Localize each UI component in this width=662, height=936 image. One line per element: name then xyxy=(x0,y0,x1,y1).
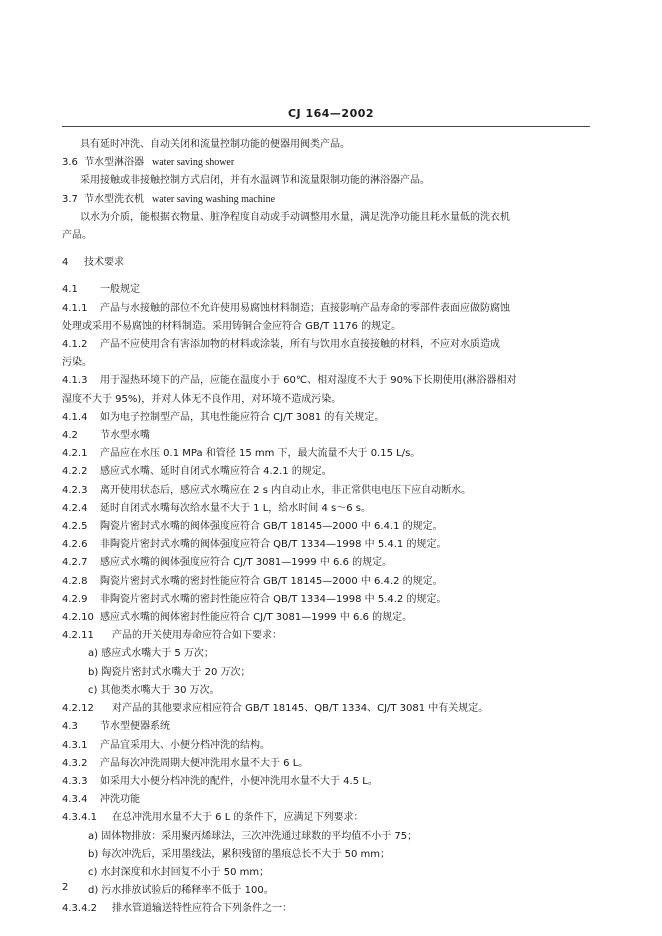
clause-text: 产品宜采用大、小便分档冲洗的结构。 xyxy=(100,739,270,751)
text-line xyxy=(62,846,594,864)
clause-text: 感应式水嘴的阀体密封性能应符合 CJ/T 3081—1999 中 6.6 的规定。 xyxy=(100,612,413,624)
clause-text: 陶瓷片密封式水嘴的阀体强度应符合 GB/T 18145—2000 中 6.4.1 的规定。 xyxy=(100,521,443,533)
clause-text: 节水型便器系统 xyxy=(100,721,170,733)
clause-number: 4.1.4 xyxy=(62,411,88,423)
clause-text: 一般规定 xyxy=(100,284,140,296)
clause-number: 4.3.1 xyxy=(62,739,88,751)
text-line xyxy=(62,554,594,572)
clause-number: 4.2.9 xyxy=(62,593,88,605)
clause-number: 4.2 xyxy=(62,430,78,442)
clause-text: 离开使用状态后，感应式水嘴应在 2 s 内自动止水，非正常供电电压下应自动断水。 xyxy=(100,484,472,496)
clause-text: 陶瓷片密封式水嘴的密封性能应符合 GB/T 18145—2000 中 6.4.2 的规定。 xyxy=(100,575,443,587)
clause-text: 产品。 xyxy=(62,230,92,242)
text-line xyxy=(62,172,594,190)
clause-number: 4.2.11 xyxy=(62,630,94,642)
clause-number: 4.3.4 xyxy=(62,794,88,806)
text-line xyxy=(62,682,594,700)
clause-text: 处理或采用不易腐蚀的材料制造。采用铸铜合金应符合 GB/T 1176 的规定。 xyxy=(62,320,402,332)
clause-number: 4 xyxy=(62,257,69,269)
clause-text: 污染。 xyxy=(62,357,92,369)
clause-number: 4.3.3 xyxy=(62,775,88,787)
text-line xyxy=(62,318,594,336)
clause-text: 节水型水嘴 xyxy=(100,430,150,442)
text-line xyxy=(62,755,594,773)
clause-text: 湿度不大于 95%)，并对人体无不良作用，对环境不造成污染。 xyxy=(62,393,342,405)
clause-text: d) 污水排放试验后的稀释率不低于 100。 xyxy=(88,885,274,897)
text-line xyxy=(62,645,594,663)
text-line xyxy=(62,391,594,409)
text-line xyxy=(62,718,594,736)
text-line xyxy=(62,900,594,918)
text-line xyxy=(62,627,594,645)
clause-number: 4.1.2 xyxy=(62,339,88,351)
paragraph-spacer xyxy=(62,245,594,254)
clause-number: 4.2.3 xyxy=(62,484,88,496)
clause-number: 4.2.7 xyxy=(62,557,88,569)
text-line xyxy=(62,354,594,372)
text-line xyxy=(62,227,594,245)
clause-text: b) 每次冲洗后，采用墨线法，累积残留的墨痕总长不大于 50 mm； xyxy=(88,848,390,860)
text-line xyxy=(62,281,594,299)
clause-text: 在总冲洗用水量不大于 6 L 的条件下，应满足下列要求： xyxy=(112,812,364,824)
clause-number: 4.2.10 xyxy=(62,612,94,624)
clause-number: 4.2.6 xyxy=(62,539,88,551)
clause-text: 产品每次冲洗周期大便冲洗用水量不大于 6 L。 xyxy=(100,757,309,769)
text-line xyxy=(62,828,594,846)
text-line xyxy=(62,536,594,554)
text-line xyxy=(62,482,594,500)
clause-number: 4.2.2 xyxy=(62,466,88,478)
text-line xyxy=(62,664,594,682)
text-line xyxy=(62,591,594,609)
clause-text: 延时自闭式水嘴每次给水量不大于 1 L，给水时间 4 s～6 s。 xyxy=(100,502,371,514)
clause-text: 产品的开关使用寿命应符合如下要求： xyxy=(112,630,282,642)
english-term: water saving washing machine xyxy=(152,193,276,205)
text-line xyxy=(62,336,594,354)
text-line xyxy=(62,518,594,536)
text-line xyxy=(62,791,594,809)
text-line xyxy=(62,463,594,481)
paragraph-spacer xyxy=(62,272,594,281)
text-line xyxy=(62,573,594,591)
text-line xyxy=(62,500,594,518)
clause-text: 用于湿热环境下的产品，应能在温度小于 60℃、相对湿度不大于 90%下长期使用(淋浴器相对 xyxy=(100,375,517,387)
english-term: water saving shower xyxy=(152,157,235,169)
text-line xyxy=(62,191,594,209)
clause-number: 4.3.4.2 xyxy=(62,903,97,915)
text-line xyxy=(62,773,594,791)
text-line xyxy=(62,700,594,718)
clause-text: 对产品的其他要求应相应符合 GB/T 18145、QB/T 1334、CJ/T 3081 中有关规定。 xyxy=(112,703,489,715)
clause-text: 非陶瓷片密封式水嘴的密封性能应符合 QB/T 1334—1998 中 5.4.2 的规定。 xyxy=(100,593,447,605)
text-line xyxy=(62,864,594,882)
text-line xyxy=(62,372,594,390)
clause-number: 4.2.12 xyxy=(62,703,94,715)
clause-text: b) 陶瓷片密封式水嘴大于 20 万次； xyxy=(88,666,251,678)
clause-text: 感应式水嘴、延时自闭式水嘴应符合 4.2.1 的规定。 xyxy=(100,466,332,478)
clause-number: 4.1.3 xyxy=(62,375,88,387)
text-line xyxy=(62,609,594,627)
clause-text: 采用接触或非接触控制方式启闭，并有水温调节和流量限制功能的淋浴器产品。 xyxy=(80,175,430,187)
text-line xyxy=(62,427,594,445)
page-header: CJ 164—2002 xyxy=(287,107,375,120)
header-rule xyxy=(62,126,590,127)
clause-number: 4.1 xyxy=(62,284,78,296)
text-line xyxy=(62,809,594,827)
text-line xyxy=(62,409,594,427)
clause-text: 如采用大小便分档冲洗的配件，小便冲洗用水量不大于 4.5 L。 xyxy=(100,775,378,787)
clause-number: 4.1.1 xyxy=(62,302,88,314)
clause-text: 技术要求 xyxy=(84,257,124,269)
text-line xyxy=(62,136,594,154)
clause-text: c) 其他类水嘴大于 30 万次。 xyxy=(88,684,220,696)
clause-text: 如为电子控制型产品，其电性能应符合 CJ/T 3081 的有关规定。 xyxy=(100,411,385,423)
document-body xyxy=(62,136,594,919)
clause-text: 产品不应使用含有害添加物的材料或涂装，所有与饮用水直接接触的材料，不应对水质造成 xyxy=(100,339,500,351)
clause-text: 以水为介质，能根据衣物量、脏净程度自动或手动调整用水量，满足洗净功能且耗水量低的洗衣机 xyxy=(80,211,510,223)
clause-text: a) 固体物排放：采用聚丙烯球法，三次冲洗通过球数的平均值不小于 75； xyxy=(88,830,418,842)
clause-number: 3.7 xyxy=(62,193,78,205)
clause-text: 产品与水接触的部位不允许使用易腐蚀材料制造；直接影响产品寿命的零部件表面应做防腐蚀 xyxy=(100,302,510,314)
clause-text: 感应式水嘴的阀体强度应符合 CJ/T 3081—1999 中 6.6 的规定。 xyxy=(100,557,393,569)
text-line xyxy=(62,209,594,227)
clause-text: 节水型洗衣机 xyxy=(84,193,144,205)
clause-number: 4.3.4.1 xyxy=(62,812,97,824)
clause-text: 非陶瓷片密封式水嘴的阀体强度应符合 QB/T 1334—1998 中 5.4.1 的规定。 xyxy=(100,539,447,551)
clause-number: 4.2.1 xyxy=(62,448,88,460)
clause-text: a) 感应式水嘴大于 5 万次； xyxy=(88,648,214,660)
clause-text: 具有延时冲洗、自动关闭和流量控制功能的便器用阀类产品。 xyxy=(80,139,350,150)
clause-text: c) 水封深度和水封回复不小于 50 mm； xyxy=(88,866,270,878)
clause-number: 4.2.8 xyxy=(62,575,88,587)
text-line xyxy=(62,254,594,272)
clause-number: 4.2.4 xyxy=(62,502,88,514)
text-line xyxy=(62,882,594,900)
clause-number: 4.2.5 xyxy=(62,521,88,533)
clause-number: 3.6 xyxy=(62,157,78,169)
text-line xyxy=(62,300,594,318)
text-line xyxy=(62,154,594,172)
text-line xyxy=(62,445,594,463)
page-number: 2 xyxy=(62,882,69,893)
clause-text: 产品应在水压 0.1 MPa 和管径 15 mm 下，最大流量不大于 0.15 L/s。 xyxy=(100,448,421,460)
text-line xyxy=(62,737,594,755)
clause-number: 4.3.2 xyxy=(62,757,88,769)
clause-number: 4.3 xyxy=(62,721,78,733)
clause-text: 节水型淋浴器 xyxy=(84,157,144,169)
clause-text: 排水管道输送特性应符合下列条件之一： xyxy=(112,903,292,915)
clause-text: 冲洗功能 xyxy=(100,794,140,806)
